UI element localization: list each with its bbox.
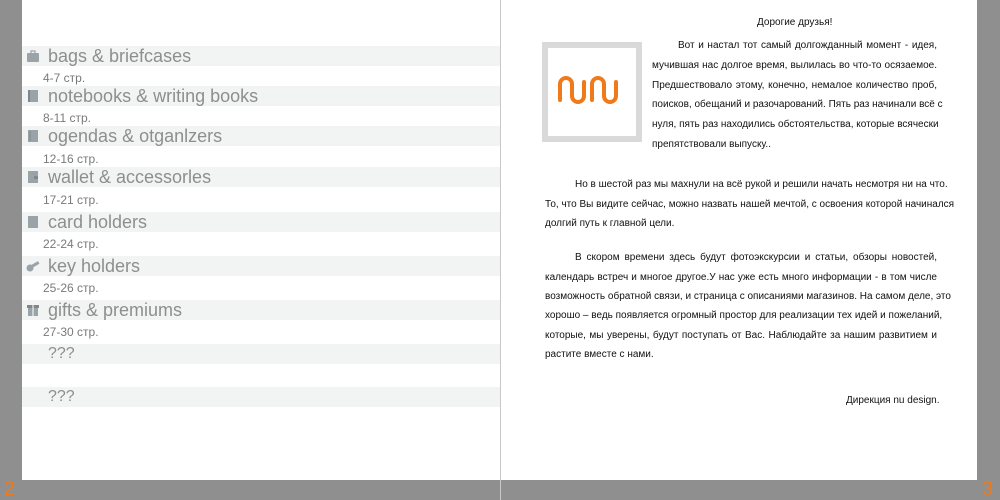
letter-line: хорошо – ведь появляется огромный простор для реализации тех идей и пожеланий, bbox=[545, 310, 943, 321]
letter-line: возможность обратной связи, и страница с описаниями магазинов. На самом деле, это bbox=[545, 291, 951, 302]
letter-signature: Дирекция nu design. bbox=[846, 395, 940, 406]
page-spine bbox=[500, 0, 501, 500]
gift-box-icon bbox=[26, 303, 40, 317]
logo-frame bbox=[548, 48, 636, 136]
toc-item-title[interactable]: bags & briefcases bbox=[48, 46, 192, 66]
toc-item-pages: 4-7 стр. bbox=[43, 71, 86, 85]
briefcase-icon bbox=[26, 49, 40, 63]
brand-logo bbox=[542, 42, 642, 142]
toc-placeholder: ??? bbox=[48, 388, 75, 405]
agenda-icon bbox=[26, 129, 40, 143]
toc-item-title[interactable]: gifts & premiums bbox=[48, 300, 183, 320]
toc-item-title[interactable]: notebooks & writing books bbox=[48, 86, 259, 106]
page-number-right: 3 bbox=[982, 478, 994, 500]
letter-line: Предшествовало этому, конечно, немалое количество проб, bbox=[652, 80, 937, 91]
letter-greeting: Дорогие друзья! bbox=[757, 17, 833, 28]
letter-line: Но в шестой раз мы махнули на всё рукой и решили начать несмотря ни на что. bbox=[575, 179, 948, 190]
letter-line: мучившая нас долгое время, вылилась во что-то осязаемое. bbox=[652, 60, 937, 71]
toc-item-pages: 27-30 стр. bbox=[43, 325, 99, 339]
toc-bar bbox=[22, 387, 500, 407]
toc-item-pages: 8-11 стр. bbox=[43, 111, 91, 125]
toc-item-pages: 12-16 стр. bbox=[43, 152, 99, 166]
letter-line: В скором времени здесь будут фотоэкскурсии и статьи, обзоры новостей, bbox=[575, 252, 937, 263]
toc-item-title[interactable]: card holders bbox=[48, 212, 148, 232]
toc-item-title[interactable]: wallet & accessorles bbox=[48, 167, 212, 187]
toc-item-pages: 17-21 стр. bbox=[43, 193, 99, 207]
toc-item-title[interactable]: key holders bbox=[48, 256, 141, 276]
letter-line: поисков, обещаний и разочарований. Пять раз начинали всё с bbox=[652, 99, 943, 110]
toc-bar bbox=[22, 344, 500, 364]
toc-placeholder: ??? bbox=[48, 345, 75, 362]
page-number-left: 2 bbox=[4, 478, 16, 500]
letter-line: растите вместе с нами. bbox=[545, 349, 654, 360]
letter-line: препятствовали выпуску.. bbox=[652, 139, 771, 150]
letter-line: долгий путь к главной цели. bbox=[545, 218, 675, 229]
wallet-icon bbox=[26, 170, 40, 184]
toc-item-pages: 22-24 стр. bbox=[43, 237, 99, 251]
notebook-icon bbox=[26, 89, 40, 103]
letter-line: которые, мы уверены, будут поступать от Вас. Наблюдайте за нашим развитием и bbox=[545, 330, 937, 341]
toc-item-pages: 25-26 стр. bbox=[43, 281, 99, 295]
nu-logo-mark bbox=[556, 72, 628, 108]
card-holder-icon bbox=[26, 215, 40, 229]
letter-line: Вот и настал тот самый долгожданный момент - идея, bbox=[678, 40, 937, 51]
letter-line: календарь встреч и многое другое.У нас уже есть много информации - в том числе bbox=[545, 272, 937, 283]
letter-line: нуля, пять раз находились обстоятельства, которые всячески bbox=[652, 119, 939, 130]
toc-item-title[interactable]: ogendas & otganlzers bbox=[48, 126, 223, 146]
letter-line: То, что Вы видите сейчас, можно назвать нашей мечтой, с освоения которой начинался bbox=[545, 199, 955, 210]
key-icon bbox=[26, 259, 40, 273]
